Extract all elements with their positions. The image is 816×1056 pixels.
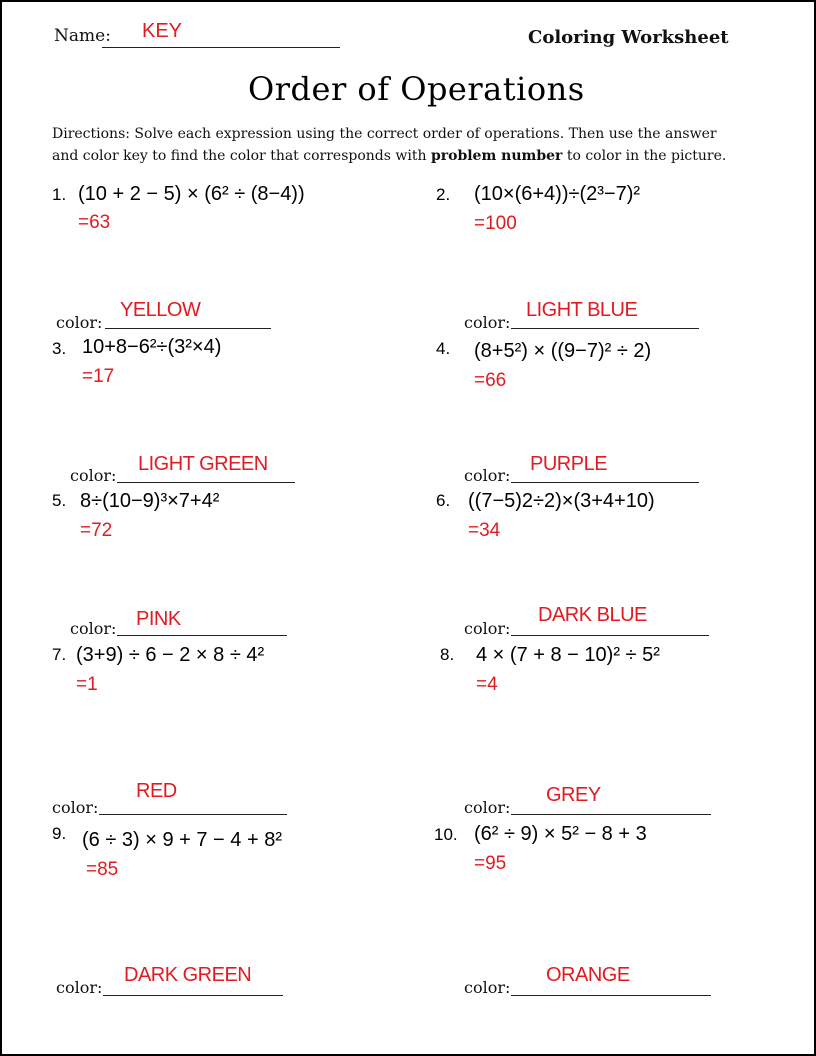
problem-expression: (3+9) ÷ 6 − 2 × 8 ÷ 4² <box>76 644 265 666</box>
problem-answer: =100 <box>474 213 517 234</box>
directions-emphasis: problem number <box>430 148 563 164</box>
color-value: LIGHT GREEN <box>138 453 268 475</box>
problem-number: 7. <box>52 645 67 664</box>
problem-number: 1. <box>52 185 67 204</box>
problem-answer: =1 <box>76 674 98 695</box>
color-underline <box>105 328 271 329</box>
name-label: Name: <box>54 26 111 46</box>
color-value: RED <box>136 780 177 802</box>
color-label: color: <box>464 798 511 817</box>
problem-number: 10. <box>434 825 458 844</box>
problem-number: 5. <box>52 491 67 510</box>
problem-answer: =34 <box>468 520 501 541</box>
problem-expression: 4 × (7 + 8 − 10)² ÷ 5² <box>476 644 660 666</box>
problem-number: 2. <box>436 185 451 204</box>
color-label: color: <box>464 313 511 332</box>
worksheet-label: Coloring Worksheet <box>528 27 729 48</box>
page-title: Order of Operations <box>248 70 585 108</box>
name-underline <box>102 47 340 48</box>
color-underline <box>117 635 287 636</box>
color-value: LIGHT BLUE <box>526 299 638 321</box>
problem-expression: (6² ÷ 9) × 5² − 8 + 3 <box>474 823 647 845</box>
problem-expression: (10 + 2 − 5) × (6² ÷ (8−4)) <box>78 183 305 205</box>
color-underline <box>511 482 699 483</box>
directions-line-1: Directions: Solve each expression using the correct order of operations. Then use the answer <box>52 126 717 142</box>
color-underline <box>117 482 295 483</box>
color-underline <box>103 995 283 996</box>
directions-text-end: to color in the picture. <box>562 148 727 164</box>
problem-expression: (10×(6+4))÷(2³−7)² <box>474 183 641 205</box>
problem-answer: =72 <box>80 520 113 541</box>
directions-line-2 <box>52 148 726 164</box>
problem-answer: =63 <box>78 212 111 233</box>
color-value: PURPLE <box>530 453 608 475</box>
color-value: YELLOW <box>120 299 201 321</box>
color-label: color: <box>464 619 511 638</box>
problem-expression: ((7−5)2÷2)×(3+4+10) <box>468 490 655 512</box>
problem-expression: (6 ÷ 3) × 9 + 7 − 4 + 8² <box>82 829 282 851</box>
color-label: color: <box>70 619 117 638</box>
problem-expression: (8+5²) × ((9−7)² ÷ 2) <box>474 340 652 362</box>
color-value: ORANGE <box>546 964 630 986</box>
color-label: color: <box>464 978 511 997</box>
color-label: color: <box>70 466 117 485</box>
problem-number: 8. <box>440 645 455 664</box>
color-label: color: <box>52 798 99 817</box>
problem-answer: =17 <box>82 366 115 387</box>
color-underline <box>511 635 709 636</box>
problem-expression: 8÷(10−9)³×7+4² <box>80 490 220 512</box>
problem-number: 3. <box>52 339 67 358</box>
problem-number: 6. <box>436 491 451 510</box>
color-underline <box>511 328 699 329</box>
problem-answer: =4 <box>476 674 498 695</box>
problem-number: 4. <box>436 339 451 358</box>
problem-answer: =85 <box>86 859 119 880</box>
color-label: color: <box>464 466 511 485</box>
color-label: color: <box>56 313 103 332</box>
color-value: DARK BLUE <box>538 604 647 626</box>
color-underline <box>511 814 711 815</box>
name-value: KEY <box>142 20 183 42</box>
directions-text: and color key to find the color that corresponds with <box>52 148 431 164</box>
color-value: DARK GREEN <box>124 964 252 986</box>
color-underline <box>511 995 711 996</box>
problem-expression: 10+8−6²÷(3²×4) <box>82 336 222 358</box>
color-underline <box>99 814 287 815</box>
problem-answer: =66 <box>474 370 507 391</box>
problem-answer: =95 <box>474 853 507 874</box>
problem-number: 9. <box>52 824 67 843</box>
color-value: PINK <box>136 608 181 630</box>
color-label: color: <box>56 978 103 997</box>
color-value: GREY <box>546 784 601 806</box>
